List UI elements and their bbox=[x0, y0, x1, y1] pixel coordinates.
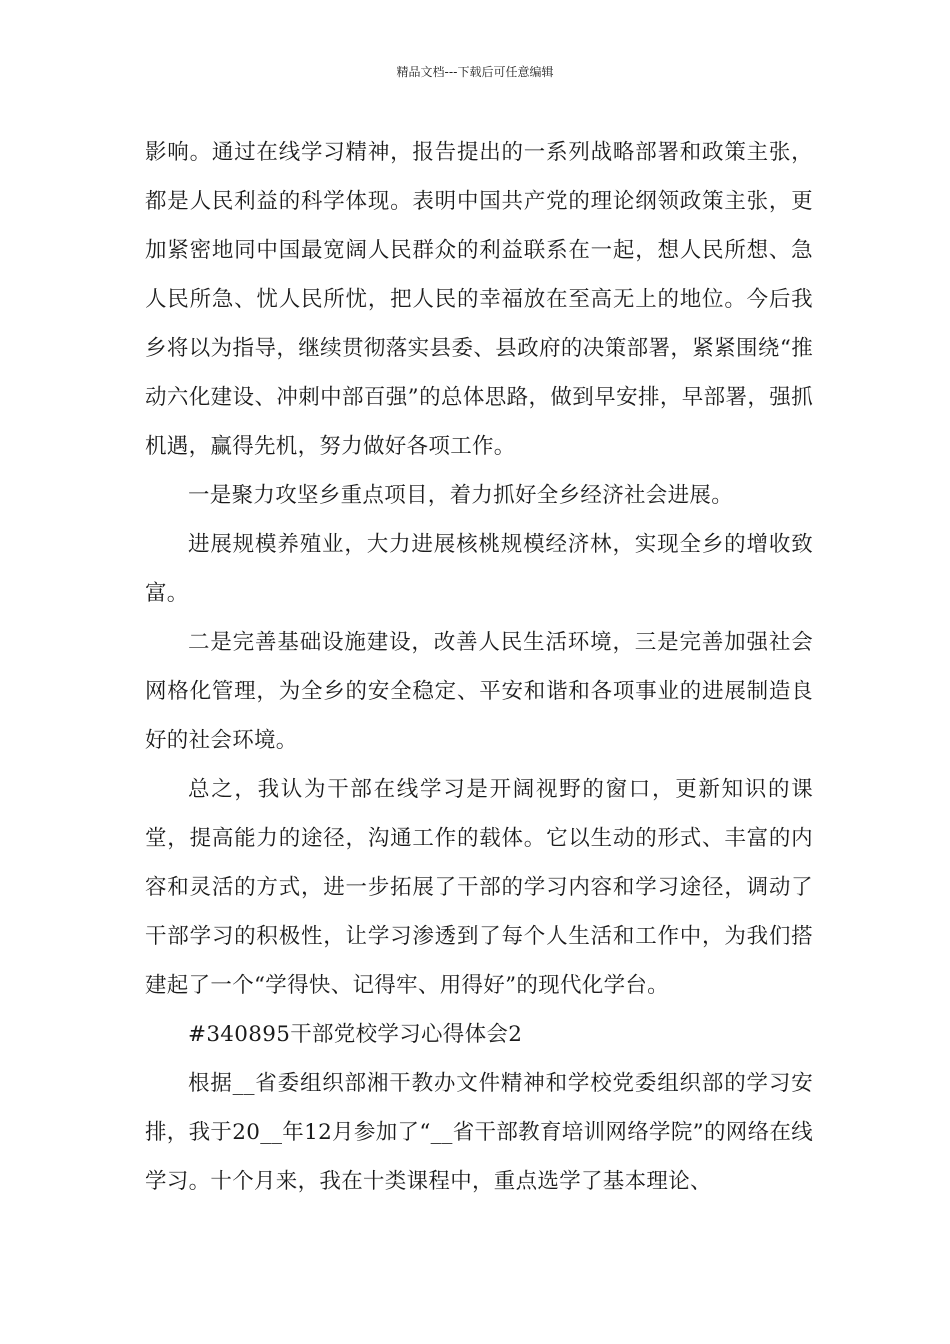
page-header: 精品文档---下载后可任意编辑 bbox=[396, 65, 554, 79]
paragraph-3: 进展规模养殖业，大力进展核桃规模经济林，实现全乡的增收致富。 bbox=[145, 532, 813, 606]
paragraph-1: 影响。通过在线学习精神，报告提出的一系列战略部署和政策主张，都是人民利益的科学体现。表明中国共产党的理论纲领政策主张，更加紧密地同中国最宽阔人民群众的利益联系在一起，想人民所想、急人民所急、忧人民所忧，把人民的幸福放在至高无上的地位。今后我乡将以为指导，继续贯彻落实县委、县政府的决策部署，紧紧围绕“推动六化建设、冲刺中部百强”的总体思路，做到早安排，早部署，强抓机遇，赢得先机，努力做好各项工作。 bbox=[145, 140, 813, 459]
paragraph-4: 二是完善基础设施建设，改善人民生活环境，三是完善加强社会网格化管理，为全乡的安全稳定、平安和谐和各项事业的进展制造良好的社会环境。 bbox=[145, 630, 813, 753]
paragraph-6: 根据__省委组织部湘干教办文件精神和学校党委组织部的学习安排，我于20__年12月参加了“__省干部教育培训网络学院”的网络在线学习。十个月来，我在十类课程中，重点选学了基本理论、 bbox=[145, 1071, 813, 1194]
paragraph-2: 一是聚力攻坚乡重点项目，着力抓好全乡经济社会进展。 bbox=[188, 483, 734, 508]
paragraph-5: 总之，我认为干部在线学习是开阔视野的窗口，更新知识的课堂，提高能力的途径，沟通工作的载体。它以生动的形式、丰富的内容和灵活的方式，进一步拓展了干部的学习内容和学习途径，调动了干部学习的积极性，让学习渗透到了每个人生活和工作中，为我们搭建起了一个“学得快、记得牢、用得好”的现代化学台。 bbox=[145, 777, 813, 998]
section-heading: #340895干部党校学习心得体会2 bbox=[188, 1022, 523, 1047]
document-body bbox=[145, 128, 813, 1206]
